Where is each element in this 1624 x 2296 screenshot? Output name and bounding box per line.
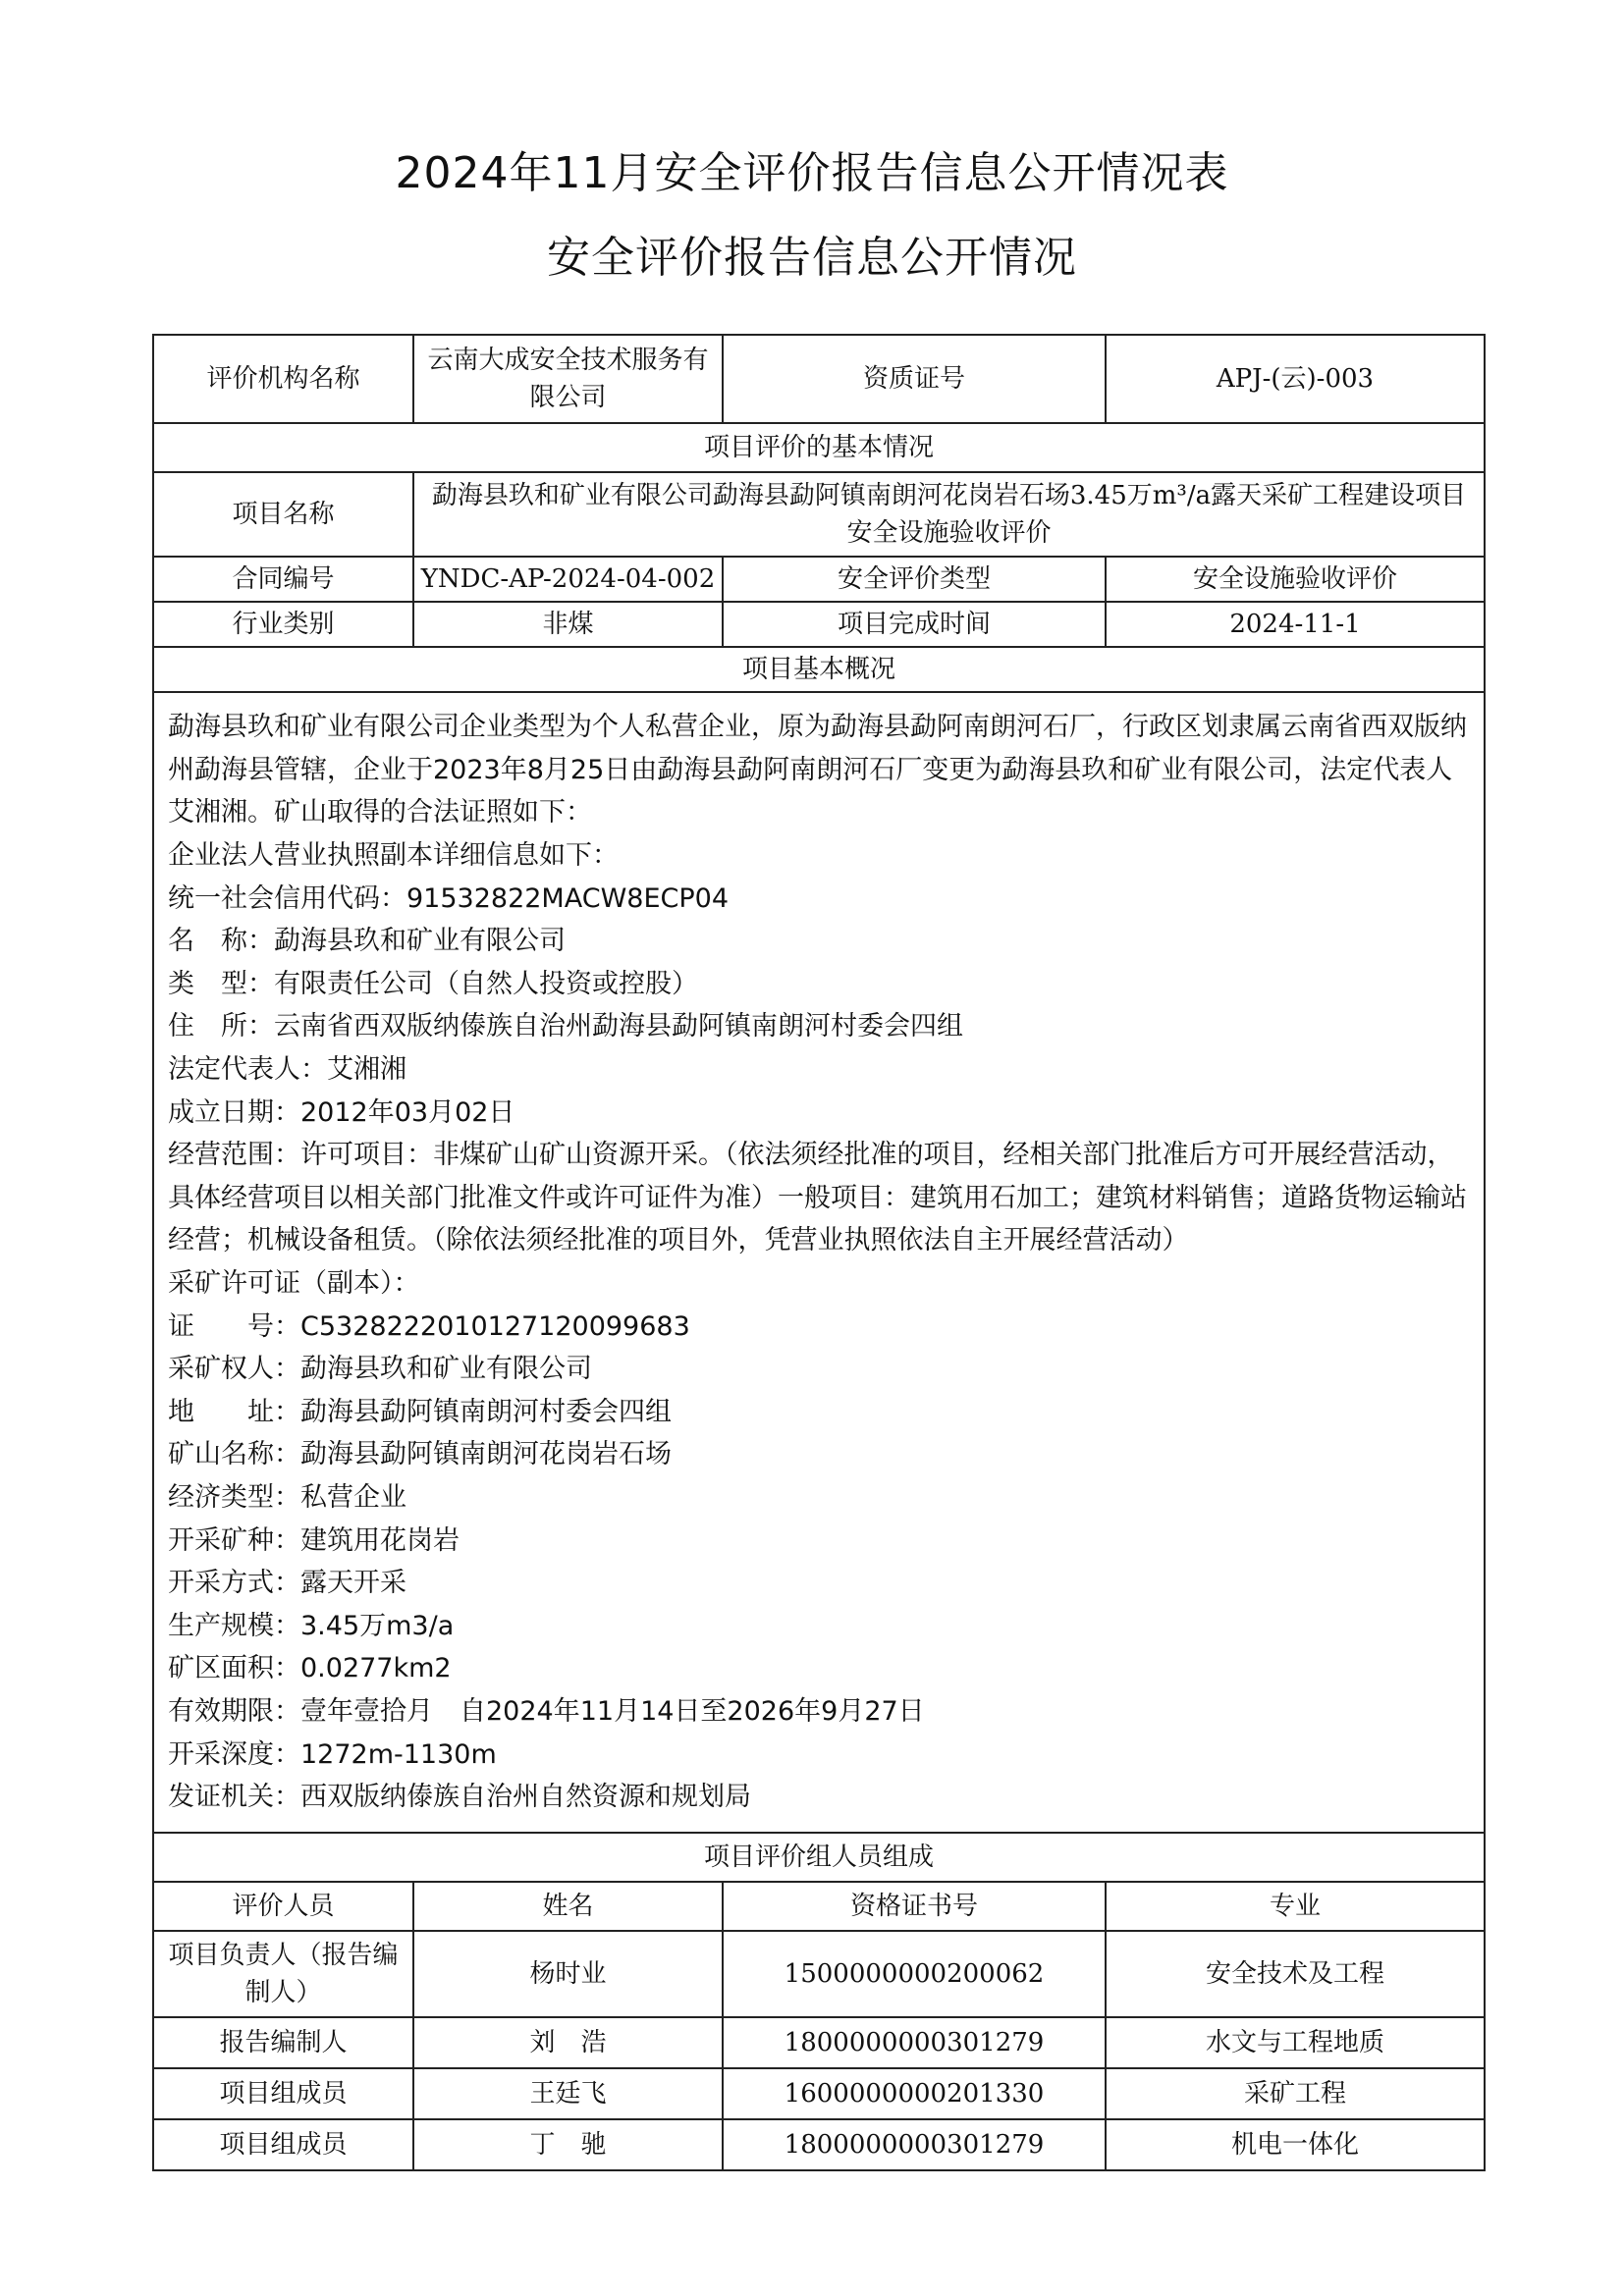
overview-line: 成立日期：2012年03月02日 <box>168 1096 515 1128</box>
team-role: 报告编制人 <box>153 2017 413 2068</box>
overview-line: 住 所：云南省西双版纳傣族自治州勐海县勐阿镇南朗河村委会四组 <box>168 1011 963 1042</box>
team-header-role: 评价人员 <box>153 1882 413 1931</box>
org-label: 评价机构名称 <box>153 335 413 423</box>
overview-line: 发证机关：西双版纳傣族自治州自然资源和规划局 <box>168 1782 751 1813</box>
team-major: 水文与工程地质 <box>1106 2017 1485 2068</box>
section-basic-heading: 项目评价的基本情况 <box>153 423 1485 472</box>
overview-line: 统一社会信用代码：91532822MACW8ECP04 <box>168 882 729 914</box>
disclosure-table <box>152 334 1486 2171</box>
project-name-label: 项目名称 <box>153 472 413 557</box>
overview-line: 类 型：有限责任公司（自然人投资或控股） <box>168 968 698 999</box>
overview-cell <box>153 692 1485 1833</box>
team-header-cert: 资格证书号 <box>723 1882 1106 1931</box>
team-major: 机电一体化 <box>1106 2119 1485 2170</box>
team-major: 采矿工程 <box>1106 2068 1485 2119</box>
team-cert: 1600000000201330 <box>723 2068 1106 2119</box>
team-role: 项目组成员 <box>153 2119 413 2170</box>
overview-paragraph: 勐海县玖和矿业有限公司企业类型为个人私营企业，原为勐海县勐阿南朗河石厂，行政区划隶属云南省西双版纳州勐海县管辖，企业于2023年8月25日由勐海县勐阿南朗河石厂变更为勐海县玖和矿业有限公司，法定代表人艾湘湘。矿山取得的合法证照如下： <box>168 712 1467 828</box>
eval-type-label: 安全评价类型 <box>723 557 1106 602</box>
overview-line: 矿山名称：勐海县勐阿镇南朗河花岗岩石场 <box>168 1439 672 1470</box>
industry-row <box>153 602 1485 647</box>
team-cert: 1800000000301279 <box>723 2119 1106 2170</box>
section-overview-heading: 项目基本概况 <box>153 647 1485 692</box>
org-value: 云南大成安全技术服务有限公司 <box>413 335 723 423</box>
team-row <box>153 1931 1485 2017</box>
overview-row <box>153 692 1485 1833</box>
overview-line: 开采矿种：建筑用花岗岩 <box>168 1524 460 1556</box>
document-subtitle: 安全评价报告信息公开情况 <box>547 233 1077 283</box>
contract-row <box>153 557 1485 602</box>
overview-line: 采矿许可证（副本）： <box>168 1268 420 1299</box>
team-name: 王廷飞 <box>413 2068 723 2119</box>
overview-line: 矿区面积：0.0277km2 <box>168 1653 452 1684</box>
team-role: 项目组成员 <box>153 2068 413 2119</box>
overview-line: 生产规模：3.45万m3/a <box>168 1610 455 1641</box>
overview-line: 开采方式：露天开采 <box>168 1568 406 1599</box>
eval-type-value: 安全设施验收评价 <box>1106 557 1485 602</box>
agency-row <box>153 335 1485 423</box>
project-name-row <box>153 472 1485 557</box>
overview-line: 采矿权人：勐海县玖和矿业有限公司 <box>168 1354 592 1385</box>
team-name: 丁 驰 <box>413 2119 723 2170</box>
cert-label: 资质证号 <box>723 335 1106 423</box>
team-row <box>153 2068 1485 2119</box>
overview-line: 有效期限：壹年壹拾月 自2024年11月14日至2026年9月27日 <box>168 1695 925 1727</box>
overview-line: 经济类型：私营企业 <box>168 1481 406 1513</box>
team-role: 项目负责人（报告编制人） <box>153 1931 413 2017</box>
overview-line: 名 称：勐海县玖和矿业有限公司 <box>168 926 566 957</box>
team-row <box>153 2017 1485 2068</box>
contract-label: 合同编号 <box>153 557 413 602</box>
overview-line: 开采深度：1272m-1130m <box>168 1738 497 1770</box>
finish-label: 项目完成时间 <box>723 602 1106 647</box>
contract-value: YNDC-AP-2024-04-002 <box>413 557 723 602</box>
overview-line: 法定代表人：艾湘湘 <box>168 1054 406 1086</box>
industry-value: 非煤 <box>413 602 723 647</box>
overview-line: 证 号：C5328222010127120099683 <box>168 1310 690 1342</box>
industry-label: 行业类别 <box>153 602 413 647</box>
finish-value: 2024-11-1 <box>1106 602 1485 647</box>
cert-value: APJ-(云)-003 <box>1106 335 1485 423</box>
team-cert: 1800000000301279 <box>723 2017 1106 2068</box>
team-major: 安全技术及工程 <box>1106 1931 1485 2017</box>
document-title: 2024年11月安全评价报告信息公开情况表 <box>395 148 1229 198</box>
overview-line: 企业法人营业执照副本详细信息如下： <box>168 840 619 872</box>
team-header-name: 姓名 <box>413 1882 723 1931</box>
project-name-value: 勐海县玖和矿业有限公司勐海县勐阿镇南朗河花岗岩石场3.45万m³/a露天采矿工程建设项目安全设施验收评价 <box>413 472 1485 557</box>
team-header-major: 专业 <box>1106 1882 1485 1931</box>
overview-paragraph: 经营范围：许可项目：非煤矿山矿山资源开采。（依法须经批准的项目，经相关部门批准后方可开展经营活动，具体经营项目以相关部门批准文件或许可证件为准）一般项目：建筑用石加工；建筑材料销售；道路货物运输站经营；机械设备租赁。（除依法须经批准的项目外，凭营业执照依法自主开展经营活动） <box>168 1140 1467 1256</box>
team-cert: 1500000000200062 <box>723 1931 1106 2017</box>
overview-line: 地 址：勐海县勐阿镇南朗河村委会四组 <box>168 1396 672 1427</box>
section-team-heading: 项目评价组人员组成 <box>153 1833 1485 1882</box>
team-header-row <box>153 1882 1485 1931</box>
team-row <box>153 2119 1485 2170</box>
team-name: 刘 浩 <box>413 2017 723 2068</box>
team-name: 杨时业 <box>413 1931 723 2017</box>
